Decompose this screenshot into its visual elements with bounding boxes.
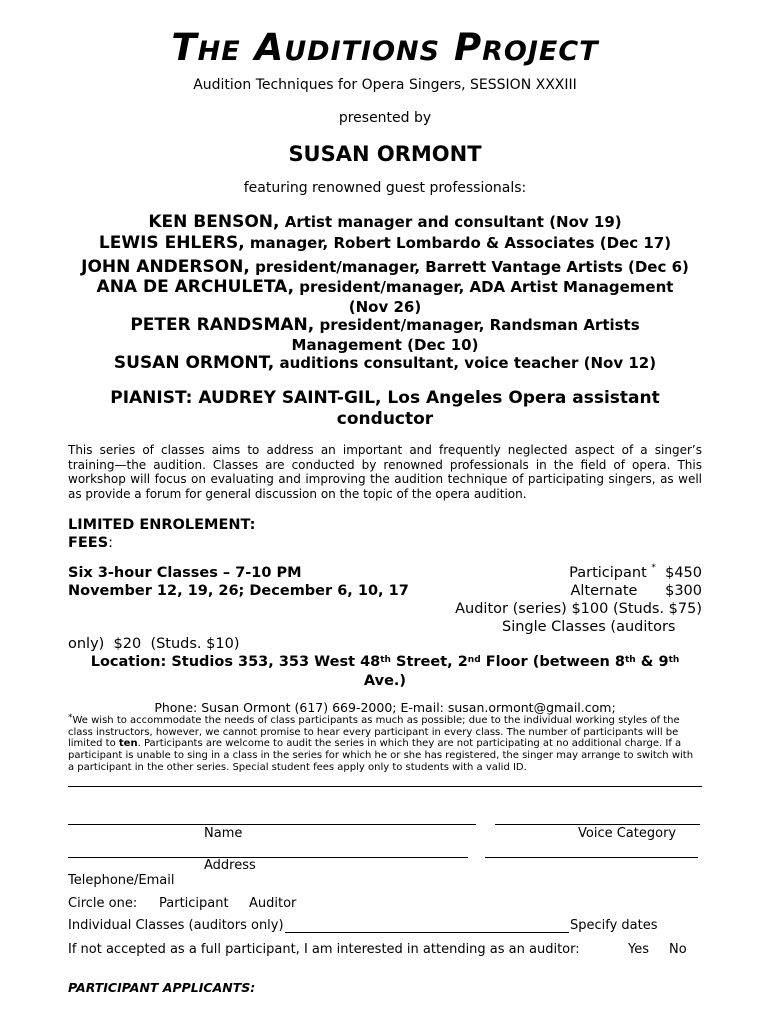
name-label: Name xyxy=(204,826,243,841)
class-dates: November 12, 19, 26; December 6, 10, 17 xyxy=(68,583,409,599)
alternate-fee: Alternate $300 xyxy=(570,583,702,599)
presented-by: presented by xyxy=(338,110,432,126)
limited-enrolement: LIMITED ENROLEMENT: xyxy=(68,517,256,533)
classes-info: Six 3-hour Classes – 7-10 PM xyxy=(68,565,302,581)
auditor-series-fee: Auditor (series) $100 (Studs. $75) xyxy=(455,601,702,617)
auditor-interest-question: If not accepted as a full participant, I am interested in attending as an auditor: xyxy=(68,942,580,957)
single-classes-fee: Single Classes (auditors xyxy=(502,619,676,635)
divider xyxy=(68,786,702,787)
extra-field-line[interactable] xyxy=(485,857,698,858)
voice-category-label: Voice Category xyxy=(578,826,677,841)
guest-ana-de-archuleta: ANA DE ARCHULETA, president/manager, ADA Artist Management (Nov 26) xyxy=(96,277,674,316)
guest-john-anderson: JOHN ANDERSON, president/manager, Barrett Vantage Artists (Dec 6) xyxy=(81,257,689,277)
featuring-text: featuring renowned guest professionals: xyxy=(243,180,527,196)
guest-susan-ormont: SUSAN ORMONT, auditions consultant, voice teacher (Nov 12) xyxy=(113,353,657,373)
host-name: SUSAN ORMONT xyxy=(288,142,482,166)
contact-info: Phone: Susan Ormont (617) 669-2000; E-mail: susan.ormont@gmail.com; xyxy=(154,700,616,715)
address-field-line[interactable] xyxy=(68,857,468,858)
specify-dates-label: Specify dates xyxy=(570,918,658,933)
name-field-line[interactable] xyxy=(68,824,476,825)
guest-ken-benson: KEN BENSON, Artist manager and consultant (Nov 19) xyxy=(148,212,622,232)
footnote: *We wish to accommodate the needs of class participants as much as possible; due to the individual working styles of the class instructors, however, we cannot promise to hear every participant in every class. The number of participants will be limited to ten. Participants are welcome to audit the series in which they are not participating at no additional charge. If a participant is unable to sing in a class in the series for which he or she has registered, the singer may arrange to switch with a participant in the other series. Special student fees apply only to students with a valid ID. xyxy=(68,713,694,773)
option-yes[interactable]: Yes xyxy=(628,942,649,957)
participant-fee: Participant * $450 xyxy=(569,563,702,581)
option-participant[interactable]: Participant xyxy=(159,896,229,911)
description: This series of classes aims to address an important and frequently neglected aspect of a singer’s training—the audition. Classes are conducted by renowned professionals in the field of opera. This workshop will focus on evaluating and improving the audition technique of participating singers, as well as provide a forum for general discussion on the topic of the opera audition. xyxy=(68,443,702,501)
telephone-email-label: Telephone/Email xyxy=(68,873,175,888)
circle-one-label: Circle one: xyxy=(68,896,138,911)
pianist: PIANIST: AUDREY SAINT-GIL, Los Angeles Opera assistant conductor xyxy=(110,388,660,429)
single-classes-price: only) $20 (Studs. $10) xyxy=(68,636,240,652)
address-label: Address xyxy=(204,858,256,873)
location: Location: Studios 353, 353 West 48th Street, 2nd Floor (between 8th & 9th Ave.) xyxy=(90,654,680,689)
page-title: THE AUDITIONS PROJECT xyxy=(171,26,599,69)
guest-peter-randsman: PETER RANDSMAN, president/manager, Randsman Artists Management (Dec 10) xyxy=(130,315,640,354)
option-no[interactable]: No xyxy=(669,942,687,957)
voice-category-field-line[interactable] xyxy=(495,824,700,825)
individual-classes-label: Individual Classes (auditors only) xyxy=(68,918,284,933)
subtitle: Audition Techniques for Opera Singers, SESSION XXXIII xyxy=(193,77,577,93)
option-auditor[interactable]: Auditor xyxy=(249,896,297,911)
participant-applicants-heading: PARTICIPANT APPLICANTS: xyxy=(68,980,256,995)
individual-classes-field-line[interactable] xyxy=(285,932,569,933)
fees-label: FEES: xyxy=(68,535,114,551)
guest-lewis-ehlers: LEWIS EHLERS, manager, Robert Lombardo & Associates (Dec 17) xyxy=(98,233,672,253)
